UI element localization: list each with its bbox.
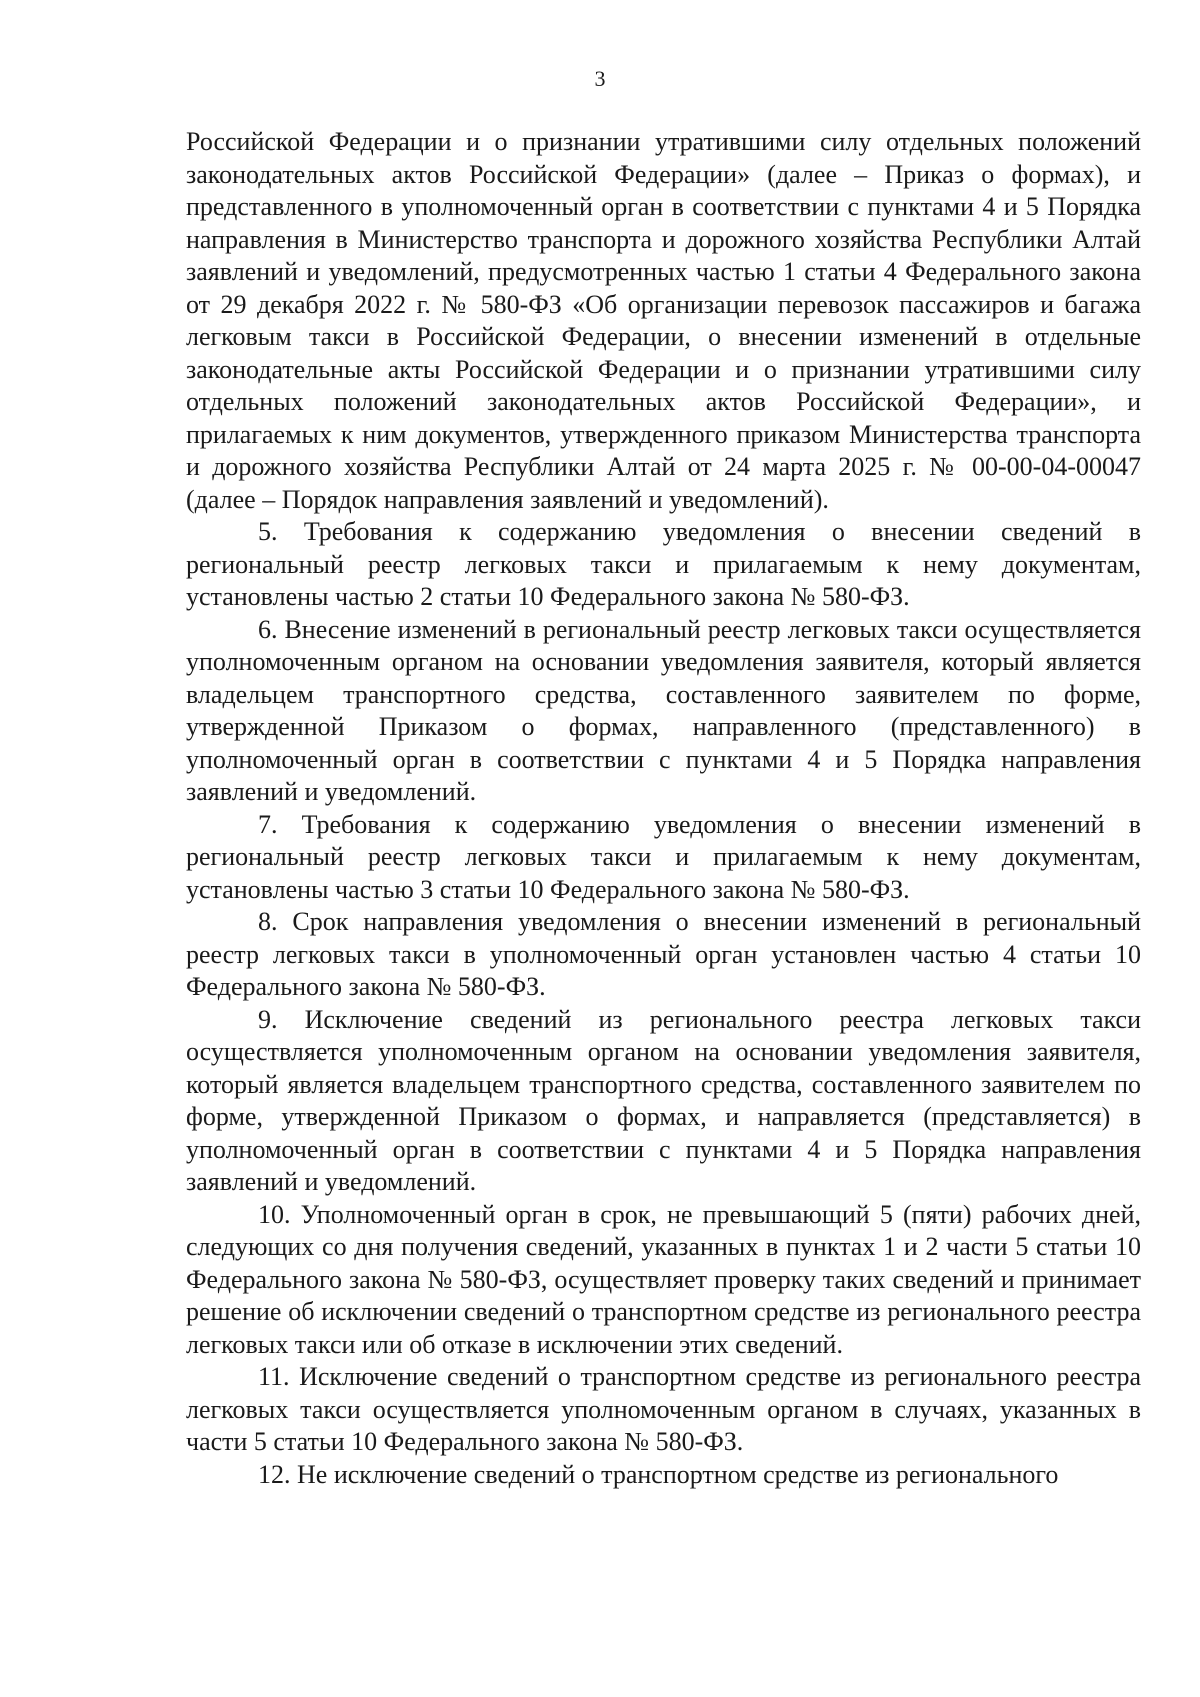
paragraph-continuation: Российской Федерации и о признании утратившими силу отдельных положений законодательных актов Российской Федерации» (далее – Приказ о формах), и представленного в уполномоченный орган в соответствии с пунктами 4 и 5 Порядка направления в Министерство транспорта и дорожного хозяйства Республики Алтай заявлений и уведомлений, предусмотренных частью 1 статьи 4 Федерального закона от 29 декабря 2022 г. № 580-ФЗ «Об организации перевозок пассажиров и багажа легковым такси в Российской Федерации, о внесении изменений в отдельные законодательные акты Российской Федерации и о признании утратившими силу отдельных положений законодательных актов Российской Федерации», и прилагаемых к ним документов, утвержденного приказом Министерства транспорта и дорожного хозяйства Республики Алтай от 24 марта 2025 г. № 00-00-04-00047 (далее – Порядок направления заявлений и уведомлений). (186, 127, 1141, 514)
paragraph-item-11: 11. Исключение сведений о транспортном средстве из регионального реестра легковых такси осуществляется уполномоченным органом в случаях, указанных в части 5 статьи 10 Федерального закона № 580-ФЗ. (186, 1362, 1141, 1456)
paragraph-item-6: 6. Внесение изменений в региональный реестр легковых такси осуществляется уполномоченным органом на основании уведомления заявителя, который является владельцем транспортного средства, составленного заявителем по форме, утвержденной Приказом о формах, направленного (представленного) в уполномоченный орган в соответствии с пунктами 4 и 5 Порядка направления заявлений и уведомлений. (186, 614, 1141, 806)
paragraph-item-8: 8. Срок направления уведомления о внесении изменений в региональный реестр легковых такси в уполномоченный орган установлен частью 4 статьи 10 Федерального закона № 580-ФЗ. (186, 907, 1141, 1001)
paragraph-item-10: 10. Уполномоченный орган в срок, не превышающий 5 (пяти) рабочих дней, следующих со дня получения сведений, указанных в пунктах 1 и 2 части 5 статьи 10 Федерального закона № 580-ФЗ, осуществляет проверку таких сведений и принимает решение об исключении сведений о транспортном средстве из регионального реестра легковых такси или об отказе в исключении этих сведений. (186, 1199, 1141, 1359)
page-number: 3 (594, 66, 606, 91)
paragraph-item-7: 7. Требования к содержанию уведомления о внесении изменений в региональный реестр легковых такси и прилагаемым к нему документам, установлены частью 3 статьи 10 Федерального закона № 580-ФЗ. (186, 809, 1141, 904)
document-body (186, 126, 1141, 1491)
paragraph-item-12: 12. Не исключение сведений о транспортном средстве из регионального (258, 1459, 1059, 1489)
paragraph-item-5: 5. Требования к содержанию уведомления о внесении сведений в региональный реестр легковых такси и прилагаемым к нему документам, установлены частью 2 статьи 10 Федерального закона № 580-ФЗ. (186, 517, 1141, 611)
paragraph-item-9: 9. Исключение сведений из регионального реестра легковых такси осуществляется уполномоченным органом на основании уведомления заявителя, который является владельцем транспортного средства, составленного заявителем по форме, утвержденной Приказом о формах, и направляется (представляется) в уполномоченный орган в соответствии с пунктами 4 и 5 Порядка направления заявлений и уведомлений. (186, 1004, 1141, 1196)
